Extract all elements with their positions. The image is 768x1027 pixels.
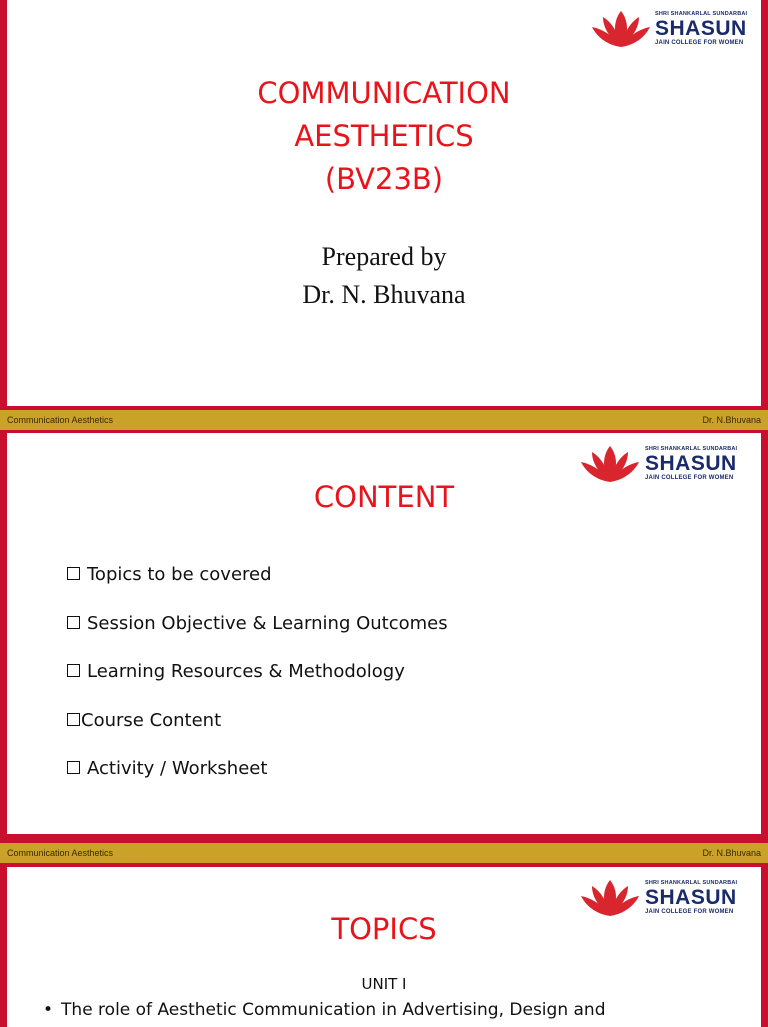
logo-bottom-line: JAIN COLLEGE FOR WOMEN: [645, 475, 734, 482]
slide-1-canvas: [7, 0, 761, 406]
bullet-dot-icon: •: [43, 1000, 54, 1020]
slide-1-footer: [0, 410, 768, 430]
logo-name: SHASUN: [645, 452, 737, 476]
checkbox-bullet-icon: [67, 567, 80, 580]
list-item: Topics to be covered: [67, 564, 448, 613]
list-item: Course Content: [67, 710, 448, 759]
topic-bullet: • The role of Aesthetic Communication in Advertising, Design and: [43, 1000, 606, 1020]
logo-bottom-line: JAIN COLLEGE FOR WOMEN: [655, 40, 744, 47]
college-logo: [579, 444, 737, 484]
logo-name: SHASUN: [645, 886, 737, 910]
slide-2-canvas: [7, 433, 761, 834]
slide-1: [0, 0, 768, 408]
slide-1-title-line-2: AESTHETICS: [294, 119, 474, 153]
slide-3: [0, 863, 768, 1024]
checkbox-bullet-icon: [67, 761, 80, 774]
slide-2-footer: [0, 843, 768, 863]
content-list: [67, 564, 448, 807]
slide-1-title-line-1: COMMUNICATION: [257, 76, 511, 110]
footer-author: Dr. N.Bhuvana: [702, 848, 761, 858]
slide-3-canvas: [7, 867, 761, 1027]
prepared-by-label: Prepared by: [321, 242, 447, 271]
checkbox-bullet-icon: [67, 616, 80, 629]
logo-top-line: SHRI SHANKARLAL SUNDARBAI: [655, 10, 748, 17]
slide-2-title: CONTENT: [313, 480, 455, 514]
footer-author: Dr. N.Bhuvana: [702, 415, 761, 425]
college-logo: [591, 9, 747, 49]
unit-heading: UNIT I: [361, 975, 407, 993]
list-item: Learning Resources & Methodology: [67, 661, 448, 710]
logo-bottom-line: JAIN COLLEGE FOR WOMEN: [645, 909, 734, 916]
list-item: Session Objective & Learning Outcomes: [67, 613, 448, 662]
author-name: Dr. N. Bhuvana: [302, 280, 466, 309]
logo-top-line: SHRI SHANKARLAL SUNDARBAI: [645, 445, 738, 452]
logo-name: SHASUN: [655, 17, 747, 41]
slide-2: [0, 430, 768, 836]
checkbox-bullet-icon: [67, 713, 80, 726]
checkbox-bullet-icon: [67, 664, 80, 677]
slide-3-title: TOPICS: [331, 912, 437, 946]
slide-1-title-line-3: (BV23B): [324, 162, 444, 196]
logo-top-line: SHRI SHANKARLAL SUNDARBAI: [645, 879, 738, 886]
lotus-logo-icon: [591, 9, 651, 49]
list-item: Activity / Worksheet: [67, 758, 448, 807]
footer-course-name: Communication Aesthetics: [7, 848, 114, 858]
lotus-logo-icon: [579, 444, 641, 484]
footer-course-name: Communication Aesthetics: [7, 415, 114, 425]
